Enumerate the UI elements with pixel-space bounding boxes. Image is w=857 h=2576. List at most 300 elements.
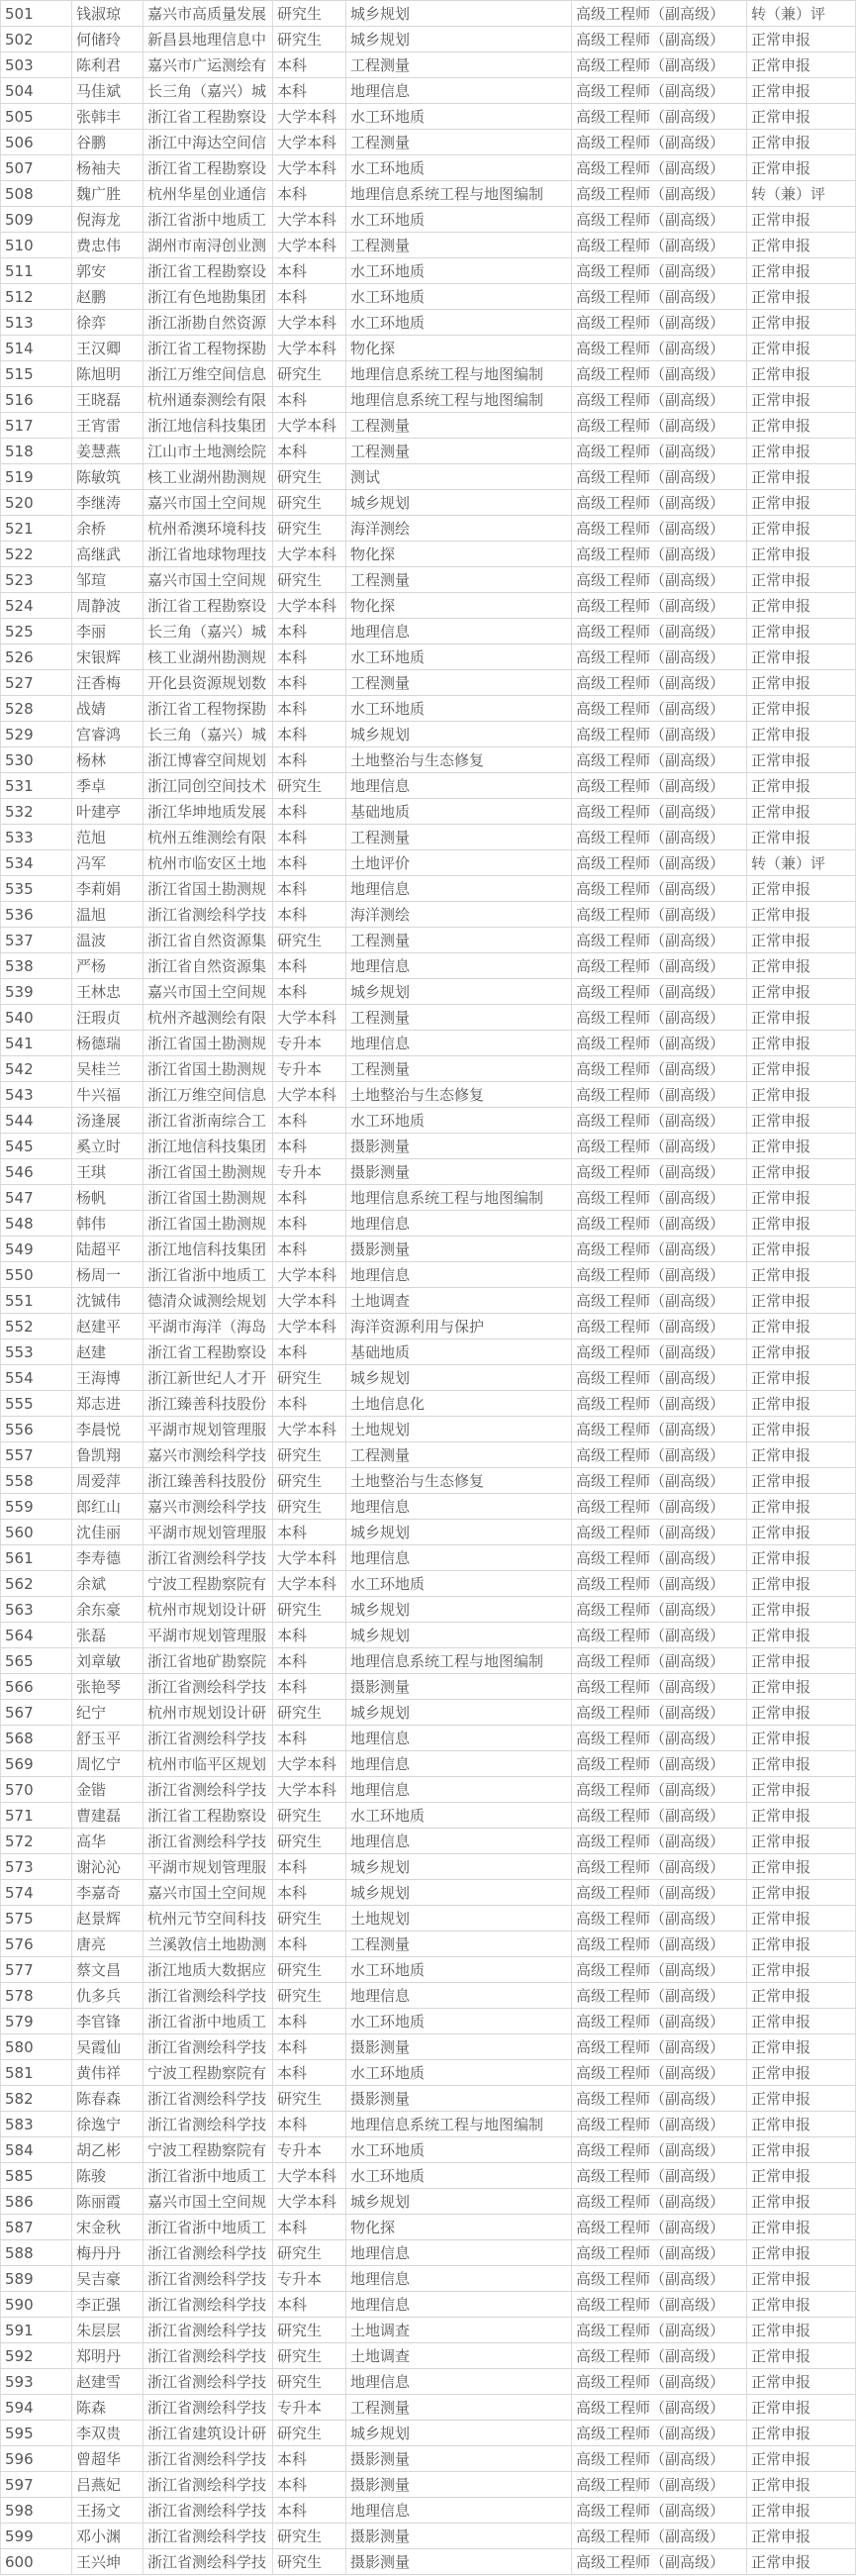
cell-application-type: 正常申报 — [747, 155, 856, 181]
cell-serial-no: 568 — [1, 1726, 72, 1751]
cell-specialty: 城乡规划 — [346, 2189, 572, 2215]
cell-organization: 宁波工程勘察院有 — [143, 2137, 273, 2163]
cell-serial-no: 564 — [1, 1623, 72, 1648]
cell-title-level: 高级工程师（副高级） — [572, 155, 747, 181]
cell-specialty: 工程测量 — [346, 233, 572, 258]
cell-education: 本科 — [273, 387, 346, 413]
cell-organization: 浙江省测绘科学技 — [143, 2292, 273, 2318]
cell-education: 研究生 — [273, 516, 346, 542]
cell-title-level: 高级工程师（副高级） — [572, 516, 747, 542]
table-row — [1, 1623, 856, 1648]
cell-organization: 浙江省工程勘察设 — [143, 1803, 273, 1829]
cell-title-level: 高级工程师（副高级） — [572, 1494, 747, 1520]
cell-organization: 浙江万维空间信息 — [143, 1082, 273, 1108]
cell-specialty: 土地调查 — [346, 1288, 572, 1314]
cell-organization: 浙江省国土勘测规 — [143, 1185, 273, 1211]
cell-organization: 浙江臻善科技股份 — [143, 1468, 273, 1494]
cell-name: 张磊 — [72, 1623, 143, 1648]
cell-application-type: 正常申报 — [747, 2421, 856, 2446]
cell-name: 张韩丰 — [72, 104, 143, 130]
cell-serial-no: 504 — [1, 78, 72, 104]
cell-organization: 浙江省工程勘察设 — [143, 104, 273, 130]
table-row — [1, 747, 856, 773]
cell-application-type: 正常申报 — [747, 1829, 856, 1854]
cell-specialty: 水工环地质 — [346, 2009, 572, 2034]
cell-application-type: 正常申报 — [747, 490, 856, 516]
cell-serial-no: 585 — [1, 2163, 72, 2189]
cell-serial-no: 573 — [1, 1854, 72, 1880]
cell-organization: 杭州齐越测绘有限 — [143, 1005, 273, 1031]
cell-application-type: 正常申报 — [747, 876, 856, 902]
cell-serial-no: 501 — [1, 1, 72, 27]
cell-title-level: 高级工程师（副高级） — [572, 2524, 747, 2549]
cell-serial-no: 597 — [1, 2472, 72, 2498]
cell-organization: 开化县资源规划数 — [143, 670, 273, 696]
cell-name: 汪瑕贞 — [72, 1005, 143, 1031]
cell-specialty: 城乡规划 — [346, 722, 572, 747]
cell-title-level: 高级工程师（副高级） — [572, 876, 747, 902]
cell-title-level: 高级工程师（副高级） — [572, 258, 747, 284]
cell-title-level: 高级工程师（副高级） — [572, 2215, 747, 2240]
cell-specialty: 地理信息系统工程与地图编制 — [346, 1185, 572, 1211]
cell-name: 费忠伟 — [72, 233, 143, 258]
cell-organization: 浙江省测绘科学技 — [143, 2240, 273, 2266]
cell-name: 赵建 — [72, 1339, 143, 1365]
cell-specialty: 工程测量 — [346, 670, 572, 696]
cell-education: 研究生 — [273, 1957, 346, 1983]
table-row — [1, 2086, 856, 2112]
cell-title-level: 高级工程师（副高级） — [572, 2009, 747, 2034]
cell-application-type: 正常申报 — [747, 464, 856, 490]
cell-education: 大学本科 — [273, 413, 346, 439]
cell-name: 倪海龙 — [72, 207, 143, 233]
cell-specialty: 测试 — [346, 464, 572, 490]
cell-application-type: 正常申报 — [747, 2498, 856, 2524]
cell-title-level: 高级工程师（副高级） — [572, 644, 747, 670]
cell-serial-no: 583 — [1, 2112, 72, 2137]
cell-specialty: 地理信息 — [346, 619, 572, 644]
cell-serial-no: 572 — [1, 1829, 72, 1854]
cell-title-level: 高级工程师（副高级） — [572, 979, 747, 1005]
cell-organization: 浙江华坤地质发展 — [143, 799, 273, 825]
cell-specialty: 水工环地质 — [346, 696, 572, 722]
cell-education: 本科 — [273, 1726, 346, 1751]
cell-organization: 浙江省测绘科学技 — [143, 2086, 273, 2112]
cell-application-type: 正常申报 — [747, 2189, 856, 2215]
table-row — [1, 2240, 856, 2266]
cell-education: 本科 — [273, 696, 346, 722]
cell-title-level: 高级工程师（副高级） — [572, 1339, 747, 1365]
cell-specialty: 地理信息 — [346, 1211, 572, 1237]
cell-name: 余斌 — [72, 1571, 143, 1597]
cell-name: 王琪 — [72, 1159, 143, 1185]
cell-specialty: 基础地质 — [346, 1339, 572, 1365]
cell-title-level: 高级工程师（副高级） — [572, 1237, 747, 1262]
cell-application-type: 正常申报 — [747, 27, 856, 52]
table-body — [1, 1, 856, 2575]
cell-name: 王汉卿 — [72, 336, 143, 361]
cell-serial-no: 521 — [1, 516, 72, 542]
cell-serial-no: 544 — [1, 1108, 72, 1134]
cell-application-type: 正常申报 — [747, 78, 856, 104]
cell-organization: 浙江中海达空间信 — [143, 130, 273, 155]
cell-serial-no: 528 — [1, 696, 72, 722]
cell-organization: 浙江省测绘科学技 — [143, 2318, 273, 2343]
cell-organization: 浙江省浙南综合工 — [143, 1108, 273, 1134]
cell-application-type: 正常申报 — [747, 1674, 856, 1700]
cell-name: 黄伟祥 — [72, 2060, 143, 2086]
cell-application-type: 正常申报 — [747, 722, 856, 747]
cell-title-level: 高级工程师（副高级） — [572, 1262, 747, 1288]
table-row — [1, 2112, 856, 2137]
table-row — [1, 233, 856, 258]
cell-specialty: 水工环地质 — [346, 155, 572, 181]
cell-organization: 浙江省工程勘察设 — [143, 1339, 273, 1365]
cell-specialty: 城乡规划 — [346, 979, 572, 1005]
cell-organization: 嘉兴市测绘科学技 — [143, 1494, 273, 1520]
cell-title-level: 高级工程师（副高级） — [572, 130, 747, 155]
cell-title-level: 高级工程师（副高级） — [572, 387, 747, 413]
table-row — [1, 542, 856, 567]
table-row — [1, 1288, 856, 1314]
cell-name: 张艳琴 — [72, 1674, 143, 1700]
cell-specialty: 地理信息 — [346, 1751, 572, 1777]
cell-serial-no: 530 — [1, 747, 72, 773]
cell-name: 赵建平 — [72, 1314, 143, 1339]
cell-specialty: 水工环地质 — [346, 104, 572, 130]
cell-title-level: 高级工程师（副高级） — [572, 2395, 747, 2421]
cell-application-type: 正常申报 — [747, 413, 856, 439]
table-row — [1, 1751, 856, 1777]
table-row — [1, 902, 856, 928]
table-row — [1, 490, 856, 516]
cell-application-type: 正常申报 — [747, 52, 856, 78]
cell-specialty: 土地评价 — [346, 850, 572, 876]
cell-title-level: 高级工程师（副高级） — [572, 207, 747, 233]
cell-name: 胡乙彬 — [72, 2137, 143, 2163]
cell-serial-no: 529 — [1, 722, 72, 747]
cell-education: 专升本 — [273, 2137, 346, 2163]
table-row — [1, 336, 856, 361]
cell-name: 杨周一 — [72, 1262, 143, 1288]
cell-specialty: 地理信息 — [346, 1262, 572, 1288]
cell-organization: 嘉兴市广运测绘有 — [143, 52, 273, 78]
cell-title-level: 高级工程师（副高级） — [572, 1674, 747, 1700]
cell-education: 专升本 — [273, 1159, 346, 1185]
cell-serial-no: 581 — [1, 2060, 72, 2086]
cell-title-level: 高级工程师（副高级） — [572, 1597, 747, 1623]
table-row — [1, 1957, 856, 1983]
table-row — [1, 1108, 856, 1134]
cell-organization: 宁波工程勘察院有 — [143, 1571, 273, 1597]
cell-title-level: 高级工程师（副高级） — [572, 1932, 747, 1957]
cell-education: 本科 — [273, 1674, 346, 1700]
cell-application-type: 正常申报 — [747, 1494, 856, 1520]
cell-name: 纪宁 — [72, 1700, 143, 1726]
cell-name: 战婧 — [72, 696, 143, 722]
cell-application-type: 正常申报 — [747, 1056, 856, 1082]
cell-specialty: 地理信息系统工程与地图编制 — [346, 1648, 572, 1674]
cell-education: 本科 — [273, 1932, 346, 1957]
table-row — [1, 773, 856, 799]
cell-application-type: 正常申报 — [747, 1159, 856, 1185]
cell-application-type: 正常申报 — [747, 2034, 856, 2060]
table-row — [1, 2163, 856, 2189]
table-row — [1, 52, 856, 78]
cell-specialty: 城乡规划 — [346, 1623, 572, 1648]
cell-name: 王晓磊 — [72, 387, 143, 413]
cell-specialty: 地理信息 — [346, 1031, 572, 1056]
cell-specialty: 物化探 — [346, 336, 572, 361]
table-row — [1, 181, 856, 207]
cell-name: 周爱萍 — [72, 1468, 143, 1494]
cell-name: 曹建磊 — [72, 1803, 143, 1829]
cell-education: 大学本科 — [273, 1545, 346, 1571]
table-row — [1, 1417, 856, 1442]
cell-serial-no: 565 — [1, 1648, 72, 1674]
cell-serial-no: 514 — [1, 336, 72, 361]
cell-education: 本科 — [273, 1623, 346, 1648]
cell-education: 本科 — [273, 2034, 346, 2060]
cell-application-type: 正常申报 — [747, 2137, 856, 2163]
cell-title-level: 高级工程师（副高级） — [572, 1, 747, 27]
table-row — [1, 696, 856, 722]
cell-name: 何储玲 — [72, 27, 143, 52]
cell-application-type: 正常申报 — [747, 979, 856, 1005]
cell-education: 专升本 — [273, 2266, 346, 2292]
cell-specialty: 水工环地质 — [346, 207, 572, 233]
cell-education: 本科 — [273, 1211, 346, 1237]
table-row — [1, 207, 856, 233]
table-row — [1, 1314, 856, 1339]
cell-application-type: 正常申报 — [747, 953, 856, 979]
cell-serial-no: 600 — [1, 2549, 72, 2575]
cell-title-level: 高级工程师（副高级） — [572, 2240, 747, 2266]
cell-title-level: 高级工程师（副高级） — [572, 336, 747, 361]
cell-organization: 嘉兴市高质量发展 — [143, 1, 273, 27]
cell-title-level: 高级工程师（副高级） — [572, 1005, 747, 1031]
cell-application-type: 正常申报 — [747, 1880, 856, 1906]
cell-application-type: 正常申报 — [747, 773, 856, 799]
table-row — [1, 1005, 856, 1031]
cell-specialty: 地理信息 — [346, 1726, 572, 1751]
cell-specialty: 水工环地质 — [346, 2137, 572, 2163]
cell-organization: 浙江省工程勘察设 — [143, 593, 273, 619]
cell-serial-no: 561 — [1, 1545, 72, 1571]
cell-specialty: 土地调查 — [346, 2343, 572, 2369]
table-row — [1, 1674, 856, 1700]
cell-title-level: 高级工程师（副高级） — [572, 1185, 747, 1211]
cell-title-level: 高级工程师（副高级） — [572, 413, 747, 439]
cell-title-level: 高级工程师（副高级） — [572, 799, 747, 825]
cell-application-type: 正常申报 — [747, 2163, 856, 2189]
cell-specialty: 地理信息 — [346, 2369, 572, 2395]
cell-organization: 长三角（嘉兴）城 — [143, 78, 273, 104]
cell-specialty: 工程测量 — [346, 1005, 572, 1031]
cell-name: 唐亮 — [72, 1932, 143, 1957]
cell-specialty: 水工环地质 — [346, 310, 572, 336]
cell-serial-no: 555 — [1, 1391, 72, 1417]
cell-application-type: 正常申报 — [747, 1005, 856, 1031]
cell-organization: 浙江省测绘科学技 — [143, 1545, 273, 1571]
cell-name: 赵鹏 — [72, 284, 143, 310]
cell-specialty: 城乡规划 — [346, 1520, 572, 1545]
cell-education: 本科 — [273, 1880, 346, 1906]
cell-education: 本科 — [273, 2446, 346, 2472]
cell-serial-no: 502 — [1, 27, 72, 52]
cell-name: 李晨悦 — [72, 1417, 143, 1442]
cell-specialty: 城乡规划 — [346, 1880, 572, 1906]
table-row — [1, 876, 856, 902]
cell-organization: 长三角（嘉兴）城 — [143, 722, 273, 747]
cell-title-level: 高级工程师（副高级） — [572, 619, 747, 644]
table-row — [1, 2446, 856, 2472]
cell-serial-no: 576 — [1, 1932, 72, 1957]
table-row — [1, 670, 856, 696]
cell-name: 赵景辉 — [72, 1906, 143, 1932]
cell-application-type: 正常申报 — [747, 387, 856, 413]
table-row — [1, 2369, 856, 2395]
cell-specialty: 地理信息 — [346, 1983, 572, 2009]
cell-serial-no: 503 — [1, 52, 72, 78]
table-row — [1, 644, 856, 670]
cell-title-level: 高级工程师（副高级） — [572, 1880, 747, 1906]
table-row — [1, 2343, 856, 2369]
cell-organization: 嘉兴市国土空间规 — [143, 979, 273, 1005]
table-row — [1, 2137, 856, 2163]
cell-name: 仇多兵 — [72, 1983, 143, 2009]
cell-specialty: 物化探 — [346, 593, 572, 619]
table-row — [1, 799, 856, 825]
cell-organization: 浙江省测绘科学技 — [143, 1829, 273, 1854]
cell-organization: 浙江省自然资源集 — [143, 953, 273, 979]
cell-serial-no: 593 — [1, 2369, 72, 2395]
cell-application-type: 正常申报 — [747, 336, 856, 361]
cell-organization: 浙江地信科技集团 — [143, 413, 273, 439]
table-row — [1, 439, 856, 464]
cell-specialty: 海洋资源利用与保护 — [346, 1314, 572, 1339]
cell-serial-no: 523 — [1, 567, 72, 593]
cell-organization: 浙江新世纪人才开 — [143, 1365, 273, 1391]
cell-name: 朱层层 — [72, 2318, 143, 2343]
cell-organization: 浙江省测绘科学技 — [143, 1726, 273, 1751]
cell-education: 本科 — [273, 747, 346, 773]
cell-serial-no: 512 — [1, 284, 72, 310]
table-row — [1, 1365, 856, 1391]
cell-education: 大学本科 — [273, 542, 346, 567]
cell-title-level: 高级工程师（副高级） — [572, 1648, 747, 1674]
cell-education: 研究生 — [273, 1442, 346, 1468]
cell-name: 李嘉奇 — [72, 1880, 143, 1906]
cell-name: 谷鹏 — [72, 130, 143, 155]
cell-specialty: 工程测量 — [346, 928, 572, 953]
cell-name: 周忆宁 — [72, 1751, 143, 1777]
cell-education: 大学本科 — [273, 593, 346, 619]
cell-serial-no: 508 — [1, 181, 72, 207]
cell-title-level: 高级工程师（副高级） — [572, 233, 747, 258]
cell-specialty: 基础地质 — [346, 799, 572, 825]
cell-specialty: 摄影测量 — [346, 1134, 572, 1159]
table-row — [1, 2395, 856, 2421]
cell-education: 本科 — [273, 1237, 346, 1262]
cell-organization: 浙江省测绘科学技 — [143, 2524, 273, 2549]
cell-name: 汤逢展 — [72, 1108, 143, 1134]
cell-application-type: 正常申报 — [747, 1262, 856, 1288]
cell-name: 吴吉豪 — [72, 2266, 143, 2292]
cell-name: 马佳斌 — [72, 78, 143, 104]
cell-application-type: 正常申报 — [747, 1314, 856, 1339]
table-row — [1, 1932, 856, 1957]
cell-specialty: 城乡规划 — [346, 1, 572, 27]
cell-name: 李双贵 — [72, 2421, 143, 2446]
cell-application-type: 正常申报 — [747, 439, 856, 464]
cell-specialty: 摄影测量 — [346, 2034, 572, 2060]
cell-specialty: 地理信息系统工程与地图编制 — [346, 387, 572, 413]
cell-specialty: 地理信息 — [346, 953, 572, 979]
cell-serial-no: 569 — [1, 1751, 72, 1777]
cell-organization: 平湖市规划管理服 — [143, 1520, 273, 1545]
cell-title-level: 高级工程师（副高级） — [572, 773, 747, 799]
cell-education: 研究生 — [273, 2240, 346, 2266]
cell-serial-no: 537 — [1, 928, 72, 953]
cell-organization: 浙江同创空间技术 — [143, 773, 273, 799]
cell-specialty: 海洋测绘 — [346, 516, 572, 542]
cell-title-level: 高级工程师（副高级） — [572, 1957, 747, 1983]
cell-organization: 嘉兴市测绘科学技 — [143, 1442, 273, 1468]
cell-title-level: 高级工程师（副高级） — [572, 2318, 747, 2343]
cell-organization: 浙江省测绘科学技 — [143, 2112, 273, 2137]
table-row — [1, 2498, 856, 2524]
cell-organization: 新昌县地理信息中 — [143, 27, 273, 52]
cell-name: 严杨 — [72, 953, 143, 979]
cell-specialty: 城乡规划 — [346, 1365, 572, 1391]
cell-organization: 浙江省测绘科学技 — [143, 2343, 273, 2369]
cell-serial-no: 587 — [1, 2215, 72, 2240]
cell-specialty: 水工环地质 — [346, 1803, 572, 1829]
cell-serial-no: 580 — [1, 2034, 72, 2060]
cell-specialty: 地理信息 — [346, 1829, 572, 1854]
cell-application-type: 正常申报 — [747, 2395, 856, 2421]
cell-specialty: 地理信息 — [346, 78, 572, 104]
table-row — [1, 722, 856, 747]
cell-organization: 嘉兴市国土空间规 — [143, 1880, 273, 1906]
table-row — [1, 1803, 856, 1829]
cell-specialty: 水工环地质 — [346, 1957, 572, 1983]
cell-name: 周静波 — [72, 593, 143, 619]
cell-application-type: 转（兼）评 — [747, 181, 856, 207]
cell-name: 王扬文 — [72, 2498, 143, 2524]
cell-education: 本科 — [273, 644, 346, 670]
cell-application-type: 正常申报 — [747, 2215, 856, 2240]
cell-serial-no: 567 — [1, 1700, 72, 1726]
cell-application-type: 正常申报 — [747, 928, 856, 953]
cell-serial-no: 589 — [1, 2266, 72, 2292]
cell-serial-no: 517 — [1, 413, 72, 439]
cell-specialty: 土地信息化 — [346, 1391, 572, 1417]
cell-title-level: 高级工程师（副高级） — [572, 2421, 747, 2446]
table-row — [1, 928, 856, 953]
cell-specialty: 海洋测绘 — [346, 902, 572, 928]
cell-title-level: 高级工程师（副高级） — [572, 747, 747, 773]
cell-title-level: 高级工程师（副高级） — [572, 902, 747, 928]
cell-organization: 浙江省浙中地质工 — [143, 2009, 273, 2034]
cell-application-type: 正常申报 — [747, 284, 856, 310]
table-row — [1, 2266, 856, 2292]
cell-application-type: 正常申报 — [747, 258, 856, 284]
cell-organization: 浙江省国土勘测规 — [143, 1031, 273, 1056]
cell-serial-no: 554 — [1, 1365, 72, 1391]
cell-specialty: 土地整治与生态修复 — [346, 1468, 572, 1494]
